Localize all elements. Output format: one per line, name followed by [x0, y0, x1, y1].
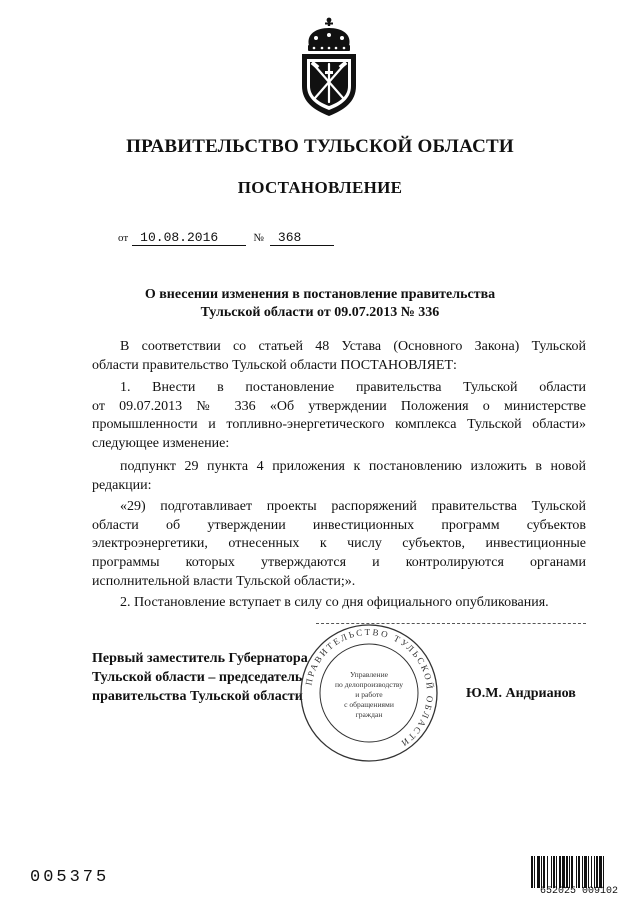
- subject-line: Тульской области от 09.07.2013 № 336: [200, 305, 440, 320]
- subject-line: О внесении изменения в постановление правительства: [144, 287, 496, 302]
- text-line: области об утверждении инвестиционных программ субъектов: [92, 517, 586, 533]
- official-stamp: [298, 622, 440, 764]
- text-line: электроэнергетики, отнесенных к числу субъектов, инвестиционные: [92, 536, 586, 552]
- document-type-title: ПОСТАНОВЛЕНИЕ: [237, 178, 403, 197]
- document-date: 10.08.2016: [132, 230, 246, 246]
- number-prefix: №: [253, 232, 264, 244]
- text-line: редакции:: [92, 477, 152, 493]
- tula-coat-of-arms-emblem: [294, 16, 364, 118]
- paragraph-preamble: [92, 338, 586, 375]
- text-line: 1. Внести в постановление правительства Тульской области: [120, 380, 586, 395]
- document-number: 368: [270, 230, 334, 246]
- date-number-line: [118, 229, 338, 246]
- text-line: «29) подготавливает проекты распоряжений правительства Тульской: [120, 499, 586, 514]
- text-line: В соответствии со статьей 48 Устава (Основного Закона) Тульской: [120, 339, 586, 354]
- registration-number: 005375: [30, 868, 110, 887]
- signer-position-line: Первый заместитель Губернатора: [92, 651, 308, 666]
- stamp-ring-text: ПРАВИТЕЛЬСТВО ТУЛЬСКОЙ ОБЛАСТИ: [303, 626, 436, 750]
- text-line: 2. Постановление вступает в силу со дня официального опубликования.: [120, 595, 549, 610]
- text-line: подпункт 29 пункта 4 приложения к постановлению изложить в новой: [120, 459, 586, 474]
- text-line: области правительство Тульской области ПОСТАНОВЛЯЕТ:: [92, 357, 457, 373]
- signer-position: [92, 649, 308, 706]
- paragraph-amendment: [92, 458, 586, 495]
- paragraph-item-1: [92, 379, 586, 454]
- text-line: следующее изменение:: [92, 436, 230, 452]
- stamp-text-line: по делопроизводству: [334, 680, 404, 689]
- date-prefix: от: [118, 232, 129, 244]
- paragraph-item-2: [92, 594, 586, 613]
- stamp-text-line: граждан: [355, 710, 383, 719]
- text-line: исполнительной власти Тульской области;».: [92, 573, 356, 589]
- signer-position-line: Тульской области – председатель: [92, 670, 303, 685]
- barcode-digits: 652025 009102: [539, 886, 618, 897]
- stamp-text-line: и работе: [355, 690, 383, 699]
- stamp-text-line: Управление: [349, 670, 389, 679]
- text-line: программы которых утверждаются и контролируются органами: [92, 555, 586, 571]
- signer-position-line: правительства Тульской области: [92, 689, 303, 704]
- barcode: [530, 856, 628, 888]
- signer-name: Ю.М. Андрианов: [466, 686, 576, 701]
- stamp-text-line: с обращениями: [344, 700, 394, 709]
- text-line: от 09.07.2013 № 336 «Об утверждении Положения о министерстве: [92, 398, 586, 414]
- government-title: ПРАВИТЕЛЬСТВО ТУЛЬСКОЙ ОБЛАСТИ: [126, 136, 514, 157]
- document-subject: [0, 286, 640, 322]
- paragraph-new-wording: [92, 498, 586, 592]
- text-line: промышленности и топливно-энергетического комплекса Тульской области»: [92, 417, 586, 433]
